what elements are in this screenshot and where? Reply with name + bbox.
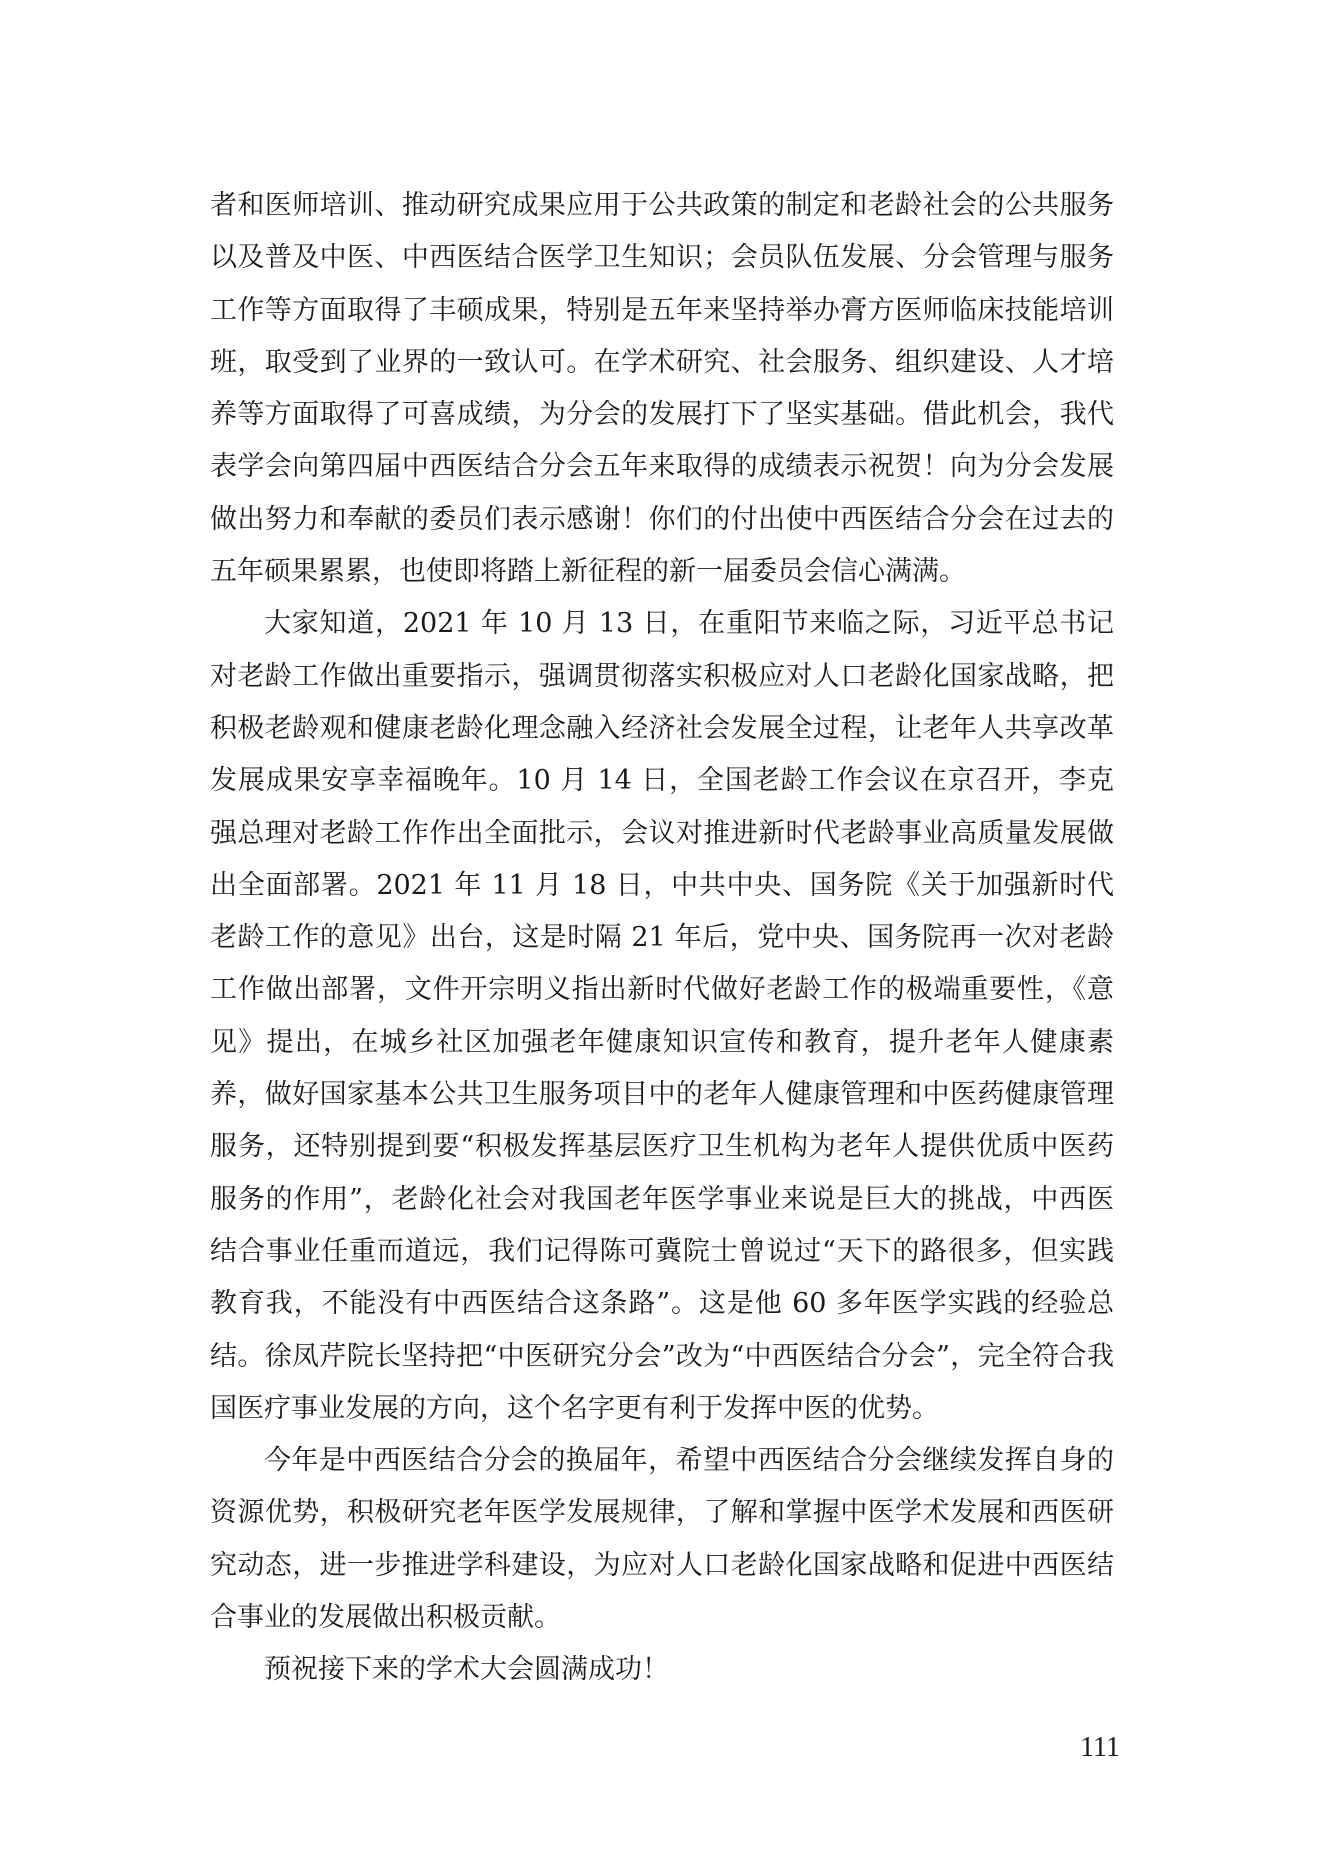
paragraph-aging-policy: 大家知道，2021 年 10 月 13 日，在重阳节来临之际，习近平总书记对老龄工作做出重要指示，强调贯彻落实积极应对人口老龄化国家战略，把积极老龄观和健康老龄化理念融入经济社会发展全过程，让老年人共享改革发展成果安享幸福晚年。10 月 14 日，全国老龄工作会议在京召开，李克强总理对老龄工作作出全面批示，会议对推进新时代老龄事业高质量发展做出全面部署。2021 年 11 月 18 日，中共中央、国务院《关于加强新时代老龄工作的意见》出台，这是时隔 21 年后，党中央、国务院再一次对老龄工作做出部署，文件开宗明义指出新时代做好老龄工作的极端重要性，《意见》提出，在城乡社区加强老年健康知识宣传和教育，提升老年人健康素养，做好国家基本公共卫生服务项目中的老年人健康管理和中医药健康管理服务，还特别提到要“积极发挥基层医疗卫生机构为老年人提供优质中医药服务的作用”，老龄化社会对我国老年医学事业来说是巨大的挑战，中西医结合事业任重而道远，我们记得陈可冀院士曾说过“天下的路很多，但实践教育我，不能没有中西医结合这条路”。这是他 60 多年医学实践的经验总结。徐凤芹院长坚持把“中医研究分会”改为“中西医结合分会”，完全符合我国医疗事业发展的方向，这个名字更有利于发挥中医的优势。: [210, 608, 1114, 1424]
paragraph-election-year: 今年是中西医结合分会的换届年，希望中西医结合分会继续发挥自身的资源优势，积极研究老年医学发展规律，了解和掌握中医学术发展和西医研究动态，进一步推进学科建设，为应对人口老龄化国家战略和促进中西医结合事业的发展做出积极贡献。: [210, 1445, 1114, 1634]
paragraph-closing-wish: 预祝接下来的学术大会圆满成功！: [264, 1654, 669, 1686]
paragraph-continuation: 者和医师培训、推动研究成果应用于公共政策的制定和老龄社会的公共服务以及普及中医、中西医结合医学卫生知识；会员队伍发展、分会管理与服务工作等方面取得了丰硕成果，特别是五年来坚持举办膏方医师临床技能培训班，取受到了业界的一致认可。在学术研究、社会服务、组织建设、人才培养等方面取得了可喜成绩，为分会的发展打下了坚实基础。借此机会，我代表学会向第四届中西医结合分会五年来取得的成绩表示祝贺！向为分会发展做出努力和奉献的委员们表示感谢！你们的付出使中西医结合分会在过去的五年硕果累累，也使即将踏上新征程的新一届委员会信心满满。: [210, 190, 1114, 588]
body-text: [210, 180, 1114, 1697]
page-number: 111: [1080, 1732, 1120, 1763]
